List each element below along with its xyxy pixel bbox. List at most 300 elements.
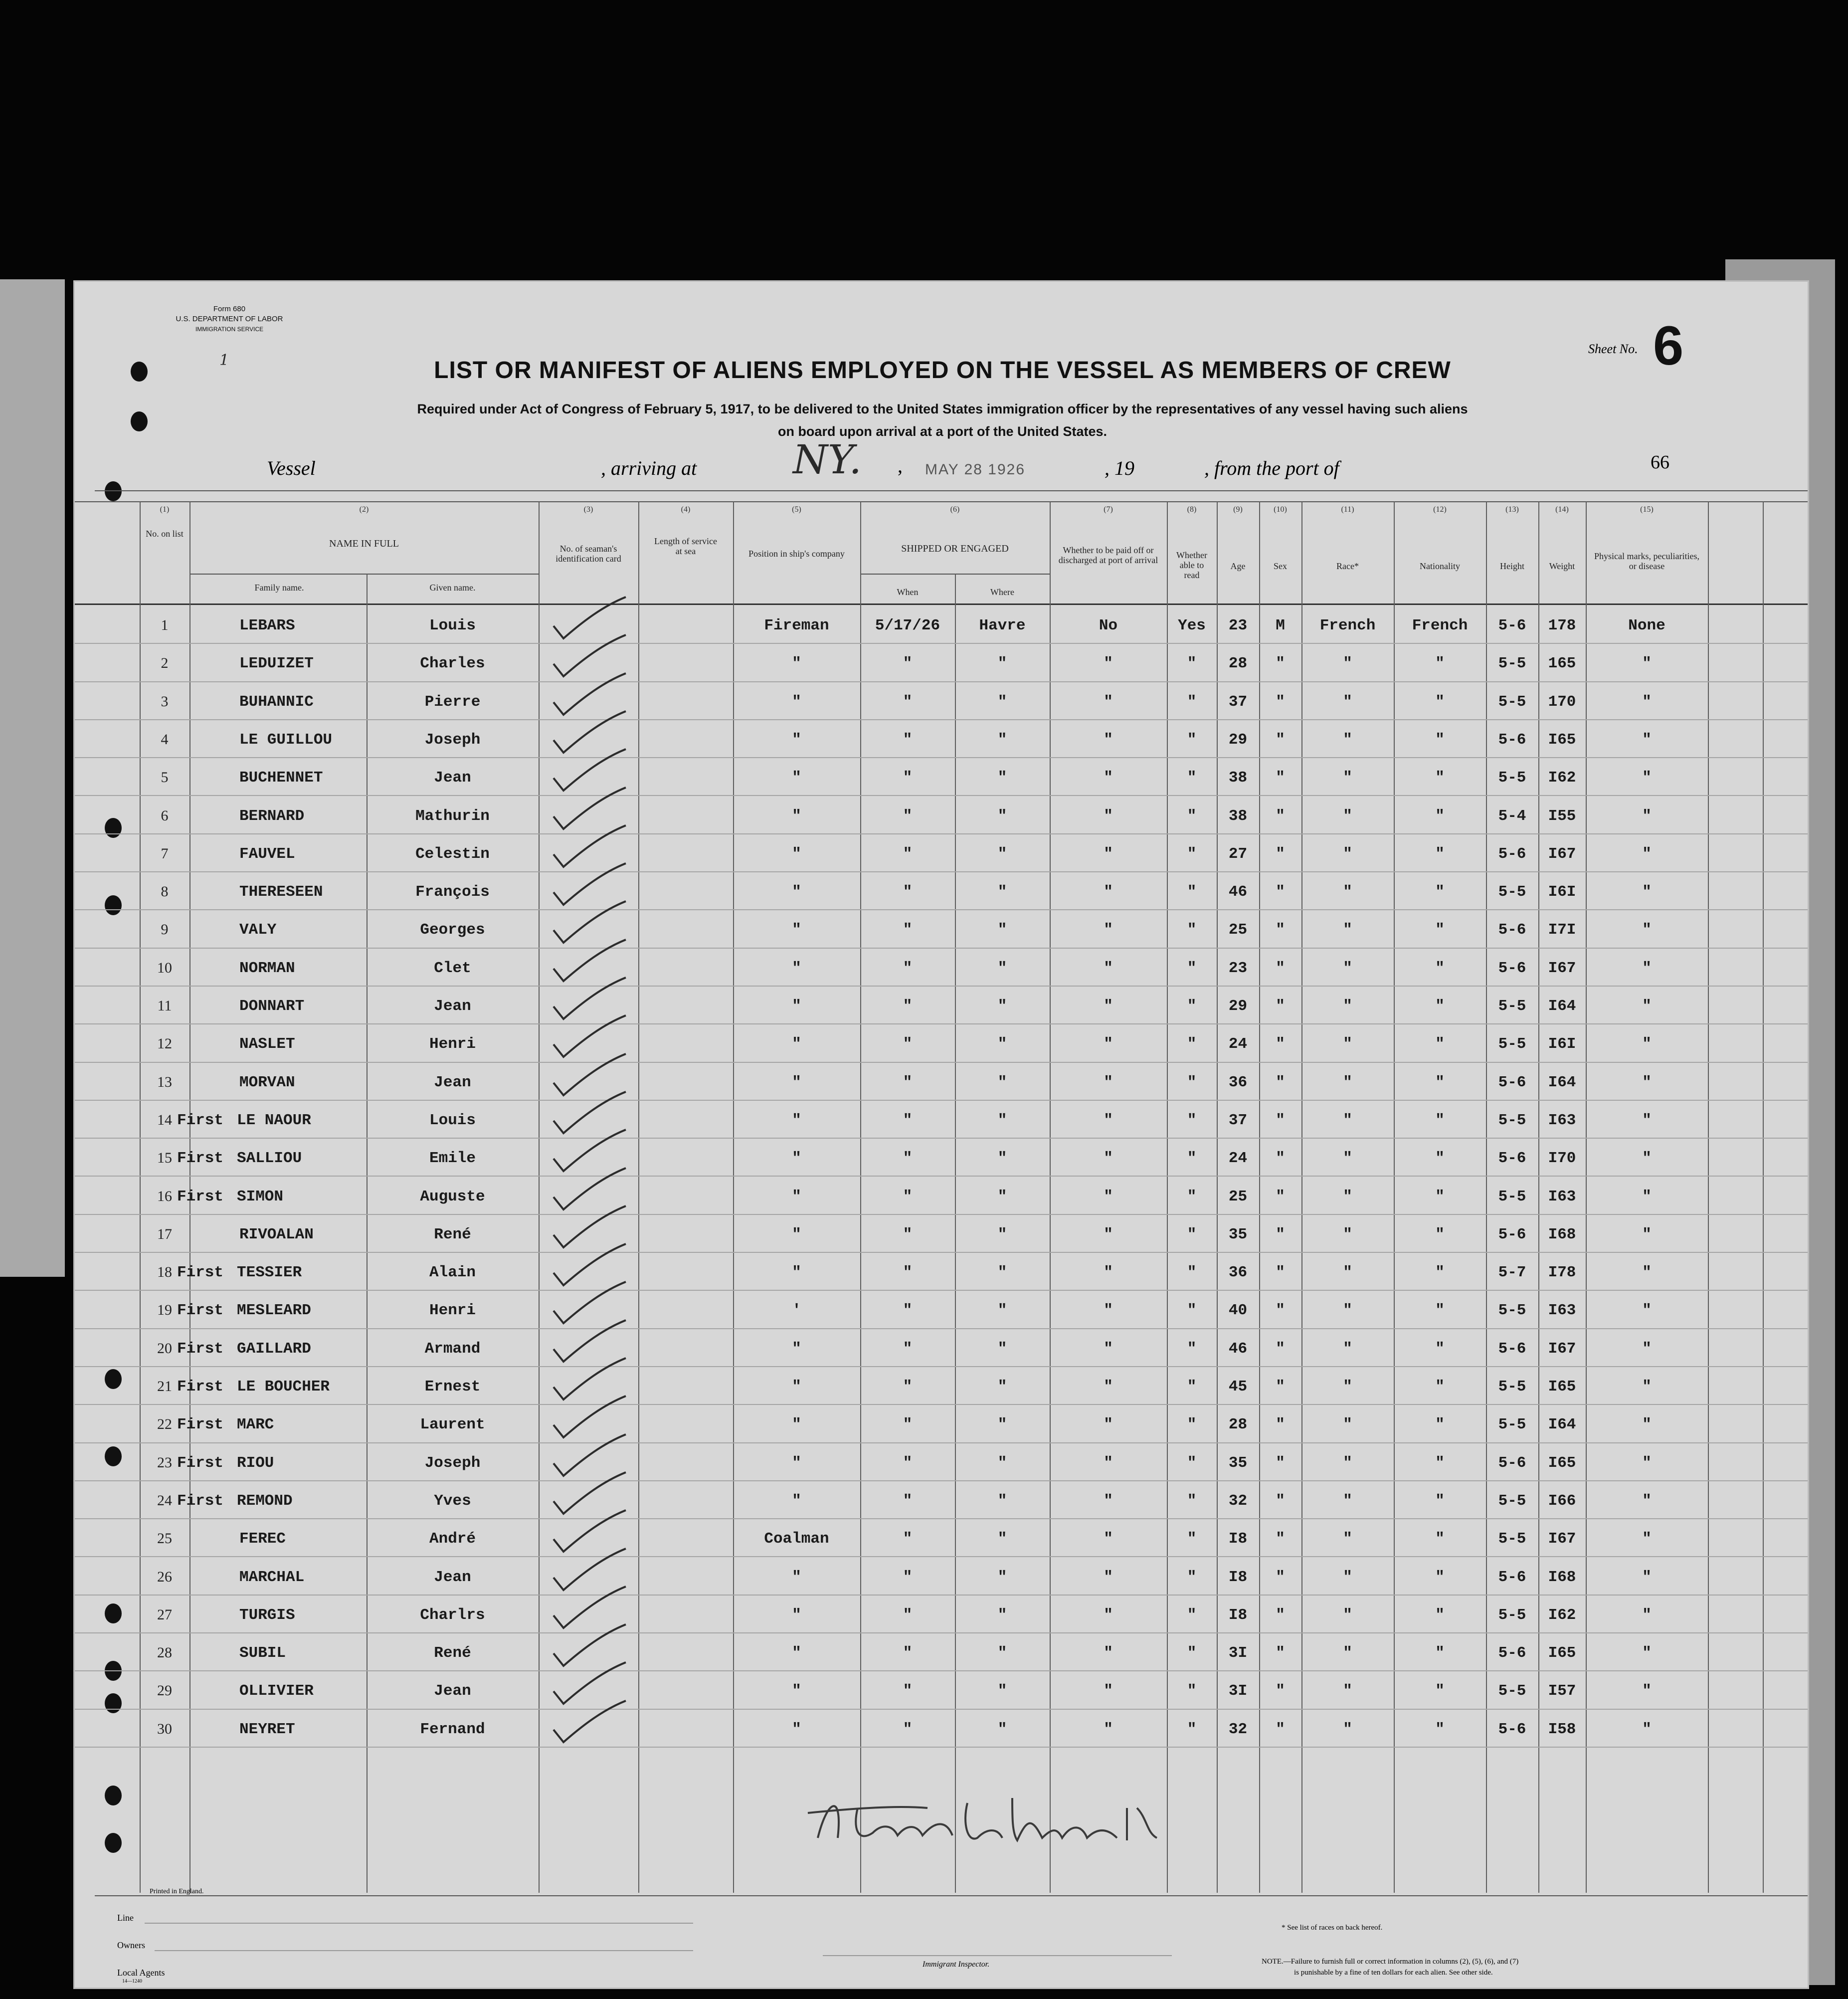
family-name-cell: MESLEARD bbox=[237, 1302, 311, 1320]
physical-marks-cell: " bbox=[1642, 1150, 1652, 1168]
col-num-3: (3) bbox=[583, 505, 593, 514]
able-to-read-cell: " bbox=[1187, 998, 1197, 1015]
col-head-given: Given name. bbox=[429, 583, 476, 593]
paid-off-cell: " bbox=[1104, 1606, 1113, 1624]
col-num-2: (2) bbox=[359, 505, 369, 514]
arriving-port-value: NY. bbox=[793, 436, 862, 483]
height-cell: 5-6 bbox=[1498, 845, 1526, 863]
weight-cell: I62 bbox=[1548, 1606, 1576, 1624]
punch-hole-icon bbox=[105, 481, 122, 501]
paid-off-cell: " bbox=[1104, 1454, 1113, 1472]
physical-marks-cell: " bbox=[1642, 1492, 1652, 1510]
given-name-cell: Laurent bbox=[420, 1416, 485, 1434]
given-name-cell: Joseph bbox=[424, 731, 481, 749]
weight-cell: I63 bbox=[1548, 1302, 1576, 1320]
able-to-read-cell: " bbox=[1187, 1150, 1197, 1168]
sex-cell: " bbox=[1276, 769, 1285, 787]
weight-cell: I66 bbox=[1548, 1492, 1576, 1510]
family-name-cell: VALY bbox=[239, 921, 277, 939]
able-to-read-cell: " bbox=[1187, 845, 1197, 863]
weight-cell: I57 bbox=[1548, 1682, 1576, 1700]
given-name-cell: Louis bbox=[429, 617, 476, 634]
weight-cell: I6I bbox=[1548, 1035, 1576, 1053]
shipped-where-cell: " bbox=[997, 731, 1007, 749]
sex-cell: " bbox=[1276, 1416, 1285, 1434]
row-number: 15 bbox=[157, 1150, 172, 1167]
family-name-cell: REMOND bbox=[237, 1492, 293, 1510]
nationality-cell: " bbox=[1435, 921, 1445, 939]
shipped-where-cell: " bbox=[997, 1720, 1007, 1738]
sex-cell: " bbox=[1276, 1530, 1285, 1548]
shipped-where-cell: " bbox=[997, 1606, 1007, 1624]
physical-marks-cell: " bbox=[1642, 1644, 1652, 1662]
sex-cell: " bbox=[1276, 1073, 1285, 1091]
row-number: 14 bbox=[157, 1111, 172, 1128]
age-cell: 32 bbox=[1228, 1492, 1248, 1510]
shipped-when-cell: " bbox=[903, 1682, 913, 1700]
shipped-when-cell: " bbox=[903, 655, 913, 673]
sex-cell: " bbox=[1276, 845, 1285, 863]
age-cell: 25 bbox=[1228, 921, 1248, 939]
shipped-when-cell: " bbox=[903, 1644, 913, 1662]
age-cell: 38 bbox=[1228, 807, 1248, 825]
nationality-cell: " bbox=[1435, 1644, 1445, 1662]
row-number: 23 bbox=[157, 1454, 172, 1471]
position-cell: " bbox=[792, 1492, 801, 1510]
able-to-read-cell: " bbox=[1187, 1720, 1197, 1738]
row-number: 27 bbox=[157, 1606, 172, 1623]
sex-cell: " bbox=[1276, 1340, 1285, 1358]
weight-cell: 165 bbox=[1548, 655, 1576, 673]
family-name-cell: LE BOUCHER bbox=[237, 1378, 330, 1396]
able-to-read-cell: " bbox=[1187, 769, 1197, 787]
nationality-cell: " bbox=[1435, 1035, 1445, 1053]
race-cell: " bbox=[1343, 807, 1352, 825]
able-to-read-cell: " bbox=[1187, 1073, 1197, 1091]
family-name-cell: LE GUILLOU bbox=[239, 731, 333, 749]
nationality-cell: " bbox=[1435, 1530, 1445, 1548]
able-to-read-cell: " bbox=[1187, 693, 1197, 711]
able-to-read-cell: " bbox=[1187, 921, 1197, 939]
family-name-cell: NEYRET bbox=[239, 1720, 295, 1738]
sex-cell: " bbox=[1276, 1188, 1285, 1205]
rank-prefix-cell: First bbox=[177, 1264, 224, 1282]
paid-off-cell: " bbox=[1104, 1264, 1113, 1282]
col-num-10: (10) bbox=[1274, 505, 1287, 514]
given-name-cell: René bbox=[434, 1225, 471, 1243]
given-name-cell: Jean bbox=[434, 1073, 471, 1091]
page-subtitle-line-2: on board upon arrival at a port of the United States. bbox=[777, 424, 1108, 439]
vessel-line-rule bbox=[95, 490, 1808, 491]
age-cell: I8 bbox=[1228, 1530, 1248, 1548]
paid-off-cell: " bbox=[1104, 1035, 1113, 1053]
age-cell: 27 bbox=[1228, 845, 1248, 863]
table-row bbox=[75, 1710, 1808, 1748]
weight-cell: I65 bbox=[1548, 1378, 1576, 1396]
table-row bbox=[75, 1101, 1808, 1139]
shipped-where-cell: " bbox=[997, 1073, 1007, 1091]
row-number: 20 bbox=[157, 1340, 172, 1357]
col-num-8: (8) bbox=[1187, 505, 1197, 514]
height-cell: 5-6 bbox=[1498, 617, 1526, 634]
paid-off-cell: " bbox=[1104, 655, 1113, 673]
given-name-cell: Joseph bbox=[424, 1454, 481, 1472]
family-name-cell: SUBIL bbox=[239, 1644, 286, 1662]
family-name-cell: LEDUIZET bbox=[239, 655, 314, 673]
agents-code: 14—1240 bbox=[122, 1979, 142, 1984]
nationality-cell: " bbox=[1435, 1378, 1445, 1396]
paid-off-cell: " bbox=[1104, 769, 1113, 787]
shipped-when-cell: " bbox=[903, 1568, 913, 1586]
able-to-read-cell: " bbox=[1187, 1302, 1197, 1320]
shipped-when-cell: 5/17/26 bbox=[875, 617, 940, 634]
position-cell: " bbox=[792, 731, 801, 749]
table-row bbox=[75, 1443, 1808, 1481]
position-cell: " bbox=[792, 1606, 801, 1624]
sex-cell: " bbox=[1276, 655, 1285, 673]
able-to-read-cell: " bbox=[1187, 1035, 1197, 1053]
paid-off-cell: " bbox=[1104, 731, 1113, 749]
col-head-where: Where bbox=[990, 587, 1014, 597]
able-to-read-cell: " bbox=[1187, 807, 1197, 825]
table-row bbox=[75, 1024, 1808, 1062]
table-row bbox=[75, 1596, 1808, 1633]
col-head-marks: Physical marks, peculiarities, or disease bbox=[1594, 551, 1699, 571]
race-cell: " bbox=[1343, 1340, 1352, 1358]
weight-cell: I67 bbox=[1548, 1340, 1576, 1358]
family-name-cell: LE NAOUR bbox=[237, 1111, 311, 1129]
age-cell: 24 bbox=[1228, 1150, 1248, 1168]
shipped-when-cell: " bbox=[903, 1492, 913, 1510]
able-to-read-cell: " bbox=[1187, 959, 1197, 977]
row-number: 21 bbox=[157, 1378, 172, 1395]
row-number: 2 bbox=[161, 655, 169, 672]
age-cell: 46 bbox=[1228, 883, 1248, 901]
row-number: 12 bbox=[157, 1035, 172, 1052]
family-name-cell: BUHANNIC bbox=[239, 693, 314, 711]
shipped-when-cell: " bbox=[903, 1416, 913, 1434]
age-cell: 29 bbox=[1228, 731, 1248, 749]
shipped-where-cell: " bbox=[997, 769, 1007, 787]
sex-cell: " bbox=[1276, 998, 1285, 1015]
row-number: 4 bbox=[161, 731, 169, 748]
paid-off-cell: " bbox=[1104, 845, 1113, 863]
sex-cell: " bbox=[1276, 731, 1285, 749]
shipped-where-cell: " bbox=[997, 1188, 1007, 1205]
race-cell: " bbox=[1343, 655, 1352, 673]
race-cell: " bbox=[1343, 1492, 1352, 1510]
nationality-cell: " bbox=[1435, 1073, 1445, 1091]
physical-marks-cell: " bbox=[1642, 883, 1652, 901]
age-cell: 36 bbox=[1228, 1073, 1248, 1091]
height-cell: 5-6 bbox=[1498, 1454, 1526, 1472]
physical-marks-cell: None bbox=[1628, 617, 1665, 634]
height-cell: 5-6 bbox=[1498, 1073, 1526, 1091]
paid-off-cell: " bbox=[1104, 1340, 1113, 1358]
weight-cell: I67 bbox=[1548, 959, 1576, 977]
checkmark-icon bbox=[539, 1700, 638, 1745]
form-block bbox=[165, 304, 294, 334]
rank-prefix-cell: First bbox=[177, 1111, 224, 1129]
physical-marks-cell: " bbox=[1642, 998, 1652, 1015]
arriving-label: , arriving at bbox=[601, 457, 697, 479]
shipped-when-cell: " bbox=[903, 1225, 913, 1243]
height-cell: 5-6 bbox=[1498, 921, 1526, 939]
table-row bbox=[75, 834, 1808, 872]
vessel-label: Vessel bbox=[267, 457, 316, 479]
able-to-read-cell: " bbox=[1187, 1606, 1197, 1624]
owners-label: Owners bbox=[117, 1940, 145, 1950]
paid-off-cell: " bbox=[1104, 1111, 1113, 1129]
age-cell: 29 bbox=[1228, 998, 1248, 1015]
height-cell: 5-5 bbox=[1498, 1188, 1526, 1205]
age-cell: 28 bbox=[1228, 655, 1248, 673]
age-cell: 35 bbox=[1228, 1225, 1248, 1243]
shipped-when-cell: " bbox=[903, 1606, 913, 1624]
table-row bbox=[75, 1063, 1808, 1101]
race-cell: " bbox=[1343, 883, 1352, 901]
nationality-cell: " bbox=[1435, 1606, 1445, 1624]
height-cell: 5-5 bbox=[1498, 998, 1526, 1015]
col-head-nationality: Nationality bbox=[1420, 561, 1460, 571]
family-name-cell: OLLIVIER bbox=[239, 1682, 314, 1700]
age-cell: 40 bbox=[1228, 1302, 1248, 1320]
able-to-read-cell: " bbox=[1187, 883, 1197, 901]
weight-cell: I6I bbox=[1548, 883, 1576, 901]
punch-hole-icon bbox=[131, 362, 148, 382]
physical-marks-cell: " bbox=[1642, 1568, 1652, 1586]
col-num-1: (1) bbox=[160, 505, 170, 514]
given-name-cell: André bbox=[429, 1530, 476, 1548]
shipped-where-cell: " bbox=[997, 845, 1007, 863]
nationality-cell: " bbox=[1435, 1682, 1445, 1700]
physical-marks-cell: " bbox=[1642, 1035, 1652, 1053]
age-cell: 3I bbox=[1228, 1682, 1248, 1700]
paid-off-cell: " bbox=[1104, 1188, 1113, 1205]
shipped-where-cell: " bbox=[997, 655, 1007, 673]
paid-off-cell: No bbox=[1099, 617, 1118, 634]
given-name-cell: Mathurin bbox=[415, 807, 490, 825]
nationality-cell: " bbox=[1435, 1568, 1445, 1586]
punch-hole-icon bbox=[131, 411, 148, 431]
race-cell: " bbox=[1343, 1568, 1352, 1586]
family-name-cell: MORVAN bbox=[239, 1073, 295, 1091]
table-row bbox=[75, 949, 1808, 987]
paid-off-cell: " bbox=[1104, 1073, 1113, 1091]
able-to-read-cell: " bbox=[1187, 1188, 1197, 1205]
col-head-family: Family name. bbox=[254, 583, 304, 593]
race-cell: " bbox=[1343, 1644, 1352, 1662]
race-cell: " bbox=[1343, 1302, 1352, 1320]
nationality-cell: " bbox=[1435, 998, 1445, 1015]
sex-cell: " bbox=[1276, 1264, 1285, 1282]
table-row bbox=[75, 1291, 1808, 1329]
sex-cell: " bbox=[1276, 1454, 1285, 1472]
position-cell: " bbox=[792, 807, 801, 825]
row-number: 13 bbox=[157, 1073, 172, 1090]
shipped-when-cell: " bbox=[903, 1035, 913, 1053]
nationality-cell: " bbox=[1435, 1492, 1445, 1510]
shipped-when-cell: " bbox=[903, 1720, 913, 1738]
position-cell: " bbox=[792, 883, 801, 901]
year-label: , 19 bbox=[1105, 457, 1134, 479]
height-cell: 5-6 bbox=[1498, 1644, 1526, 1662]
shipped-when-cell: " bbox=[903, 1188, 913, 1205]
row-number: 8 bbox=[161, 883, 169, 900]
nationality-cell: " bbox=[1435, 1302, 1445, 1320]
table-row bbox=[75, 1481, 1808, 1519]
height-cell: 5-5 bbox=[1498, 769, 1526, 787]
sex-cell: " bbox=[1276, 921, 1285, 939]
weight-cell: I70 bbox=[1548, 1150, 1576, 1168]
given-name-cell: Jean bbox=[434, 998, 471, 1015]
race-cell: " bbox=[1343, 769, 1352, 787]
family-name-cell: NORMAN bbox=[239, 959, 295, 977]
nationality-cell: " bbox=[1435, 1340, 1445, 1358]
race-cell: " bbox=[1343, 959, 1352, 977]
nationality-cell: " bbox=[1435, 807, 1445, 825]
age-cell: 28 bbox=[1228, 1416, 1248, 1434]
family-name-cell: RIVOALAN bbox=[239, 1225, 314, 1243]
shipped-where-cell: " bbox=[997, 1454, 1007, 1472]
nationality-cell: " bbox=[1435, 1454, 1445, 1472]
nationality-cell: " bbox=[1435, 1720, 1445, 1738]
position-cell: " bbox=[792, 1378, 801, 1396]
position-cell: " bbox=[792, 1720, 801, 1738]
race-cell: " bbox=[1343, 1035, 1352, 1053]
weight-cell: 178 bbox=[1548, 617, 1576, 634]
position-cell: " bbox=[792, 845, 801, 863]
table-row bbox=[75, 1671, 1808, 1709]
age-cell: 3I bbox=[1228, 1644, 1248, 1662]
age-cell: 23 bbox=[1228, 959, 1248, 977]
position-cell: " bbox=[792, 1264, 801, 1282]
paid-off-cell: " bbox=[1104, 1568, 1113, 1586]
table-row bbox=[75, 1633, 1808, 1671]
shipped-where-cell: " bbox=[997, 1682, 1007, 1700]
family-name-cell: SALLIOU bbox=[237, 1150, 302, 1168]
row-number: 10 bbox=[157, 959, 172, 976]
position-cell: " bbox=[792, 693, 801, 711]
given-name-cell: Louis bbox=[429, 1111, 476, 1129]
table-row bbox=[75, 720, 1808, 758]
physical-marks-cell: " bbox=[1642, 1111, 1652, 1129]
rank-prefix-cell: First bbox=[177, 1340, 224, 1358]
position-cell: " bbox=[792, 1150, 801, 1168]
position-cell: ' bbox=[792, 1302, 801, 1320]
table-row bbox=[75, 1329, 1808, 1367]
row-number: 11 bbox=[157, 998, 172, 1014]
col-head-no: No. on list bbox=[146, 529, 184, 539]
position-cell: " bbox=[792, 921, 801, 939]
position-cell: " bbox=[792, 1416, 801, 1434]
shipped-when-cell: " bbox=[903, 883, 913, 901]
able-to-read-cell: " bbox=[1187, 1568, 1197, 1586]
given-name-cell: Pierre bbox=[424, 693, 481, 711]
paid-off-cell: " bbox=[1104, 959, 1113, 977]
shipped-when-cell: " bbox=[903, 1302, 913, 1320]
shipped-when-cell: " bbox=[903, 998, 913, 1015]
race-cell: " bbox=[1343, 1188, 1352, 1205]
col-head-paid-off: Whether to be paid off or discharged at port of arrival bbox=[1058, 545, 1158, 565]
table-row bbox=[75, 1558, 1808, 1596]
table-row bbox=[75, 987, 1808, 1024]
sex-cell: " bbox=[1276, 883, 1285, 901]
weight-cell: I67 bbox=[1548, 1530, 1576, 1548]
col-num-13: (13) bbox=[1505, 505, 1519, 514]
nationality-cell: " bbox=[1435, 1416, 1445, 1434]
col-head-race: Race* bbox=[1336, 561, 1359, 571]
row-number: 17 bbox=[157, 1225, 172, 1242]
family-name-cell: DONNART bbox=[239, 998, 305, 1015]
shipped-where-cell: " bbox=[997, 959, 1007, 977]
col-num-11: (11) bbox=[1341, 505, 1354, 514]
shipped-where-cell: Havre bbox=[979, 617, 1026, 634]
col-num-5: (5) bbox=[792, 505, 801, 514]
col-num-15: (15) bbox=[1640, 505, 1654, 514]
sex-cell: " bbox=[1276, 1150, 1285, 1168]
weight-cell: I63 bbox=[1548, 1188, 1576, 1205]
sex-cell: " bbox=[1276, 959, 1285, 977]
paid-off-cell: " bbox=[1104, 998, 1113, 1015]
shipped-when-cell: " bbox=[903, 1340, 913, 1358]
race-cell: " bbox=[1343, 731, 1352, 749]
table-row bbox=[75, 910, 1808, 948]
nationality-cell: " bbox=[1435, 1225, 1445, 1243]
agents-label: Local Agents bbox=[117, 1968, 165, 1978]
shipped-when-cell: " bbox=[903, 693, 913, 711]
given-name-cell: Fernand bbox=[420, 1720, 485, 1738]
family-name-cell: TURGIS bbox=[239, 1606, 295, 1624]
nationality-cell: " bbox=[1435, 693, 1445, 711]
shipped-where-cell: " bbox=[997, 1302, 1007, 1320]
rank-prefix-cell: First bbox=[177, 1492, 224, 1510]
family-name-cell: NASLET bbox=[239, 1035, 295, 1053]
sex-cell: " bbox=[1276, 1378, 1285, 1396]
shipped-when-cell: " bbox=[903, 959, 913, 977]
shipped-when-cell: " bbox=[903, 845, 913, 863]
race-cell: " bbox=[1343, 1720, 1352, 1738]
paid-off-cell: " bbox=[1104, 1378, 1113, 1396]
able-to-read-cell: Yes bbox=[1178, 617, 1206, 634]
sex-cell: " bbox=[1276, 1225, 1285, 1243]
nationality-cell: " bbox=[1435, 883, 1445, 901]
height-cell: 5-5 bbox=[1498, 655, 1526, 673]
shipped-when-cell: " bbox=[903, 731, 913, 749]
shipped-where-cell: " bbox=[997, 1150, 1007, 1168]
able-to-read-cell: " bbox=[1187, 1340, 1197, 1358]
punch-hole-icon bbox=[105, 1786, 122, 1805]
row-number: 19 bbox=[157, 1302, 172, 1319]
shipped-where-cell: " bbox=[997, 1264, 1007, 1282]
form-mark: 1 bbox=[219, 352, 229, 369]
age-cell: 23 bbox=[1228, 617, 1248, 634]
col-head-position: Position in ship's company bbox=[748, 549, 845, 559]
sex-cell: " bbox=[1276, 807, 1285, 825]
race-cell: " bbox=[1343, 921, 1352, 939]
rank-prefix-cell: First bbox=[177, 1378, 224, 1396]
paid-off-cell: " bbox=[1104, 1225, 1113, 1243]
sex-cell: " bbox=[1276, 1111, 1285, 1129]
family-name-cell: FAUVEL bbox=[239, 845, 295, 863]
rank-prefix-cell: First bbox=[177, 1416, 224, 1434]
table-row bbox=[75, 1405, 1808, 1443]
able-to-read-cell: " bbox=[1187, 1378, 1197, 1396]
sex-cell: " bbox=[1276, 693, 1285, 711]
page-title: LIST OR MANIFEST OF ALIENS EMPLOYED ON THE VESSEL AS MEMBERS OF CREW bbox=[434, 357, 1451, 384]
col-head-id-card: No. of seaman's identification card bbox=[555, 544, 621, 564]
sex-cell: M bbox=[1276, 617, 1285, 634]
